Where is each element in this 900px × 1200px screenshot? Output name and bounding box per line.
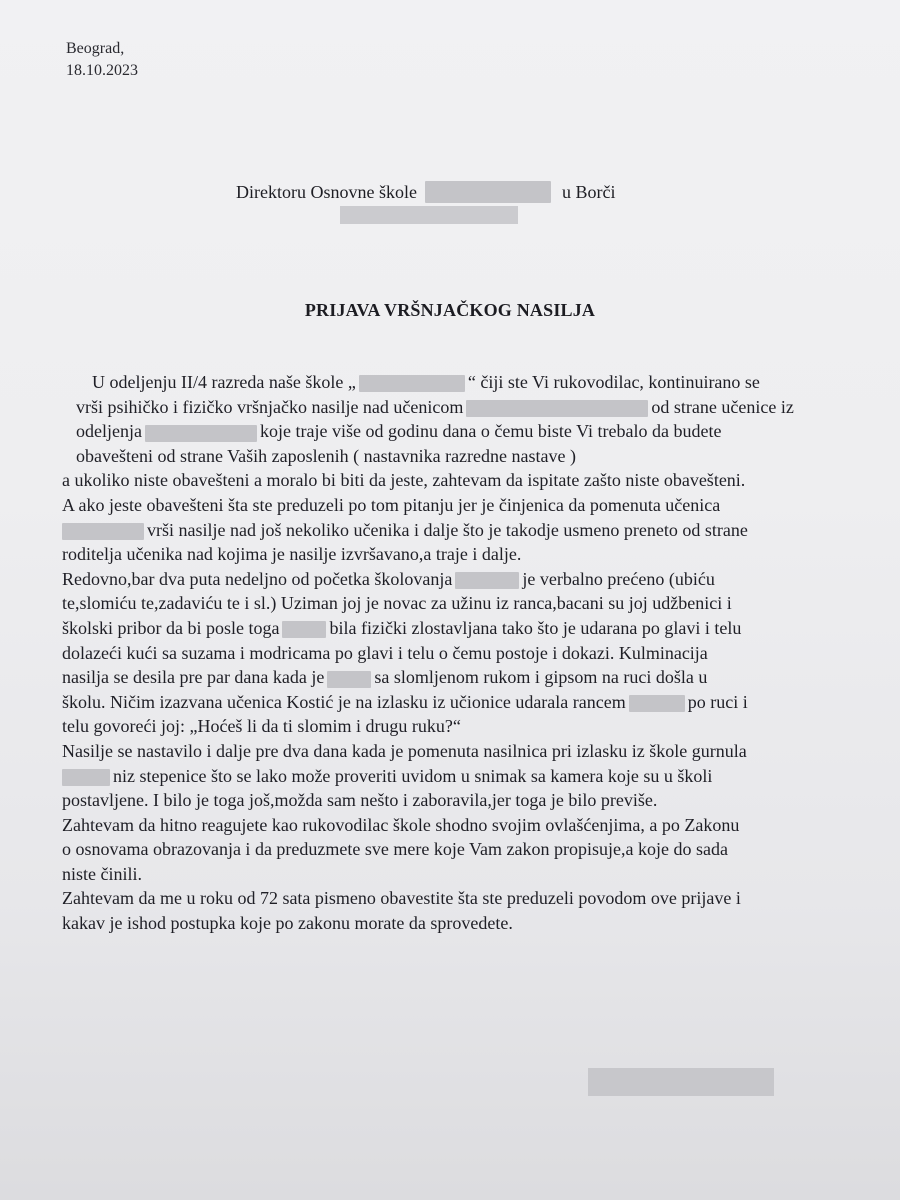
body-line: te,slomiću te,zadaviću te i sl.) Uziman joj je novac za užinu iz ranca,bacani su joj udžbenici i (62, 593, 732, 614)
body-line: školu. Ničim izazvana učenica Kostić je na izlasku iz učionice udarala rancem po ruci i (62, 691, 748, 712)
body-line: Zahtevam da me u roku od 72 sata pismeno obavestite šta ste preduzeli povodom ove prijave i (62, 888, 741, 909)
redacted-school-name (425, 181, 551, 203)
redacted-signature (588, 1068, 774, 1096)
body-line: Redovno,bar dva puta nedeljno od početka školovanja je verbalno prećeno (ubiću (62, 568, 715, 589)
body-line: niste činili. (62, 863, 142, 884)
body-line: školski pribor da bi posle toga bila fizički zlostavljana tako što je udarana po glavi i telu (62, 617, 742, 638)
body-line: Zahtevam da hitno reagujete kao rukovodilac škole shodno svojim ovlašćenjima, a po Zakonu (62, 814, 740, 835)
body-line: dolazeći kući sa suzama i modricama po glavi i telu o čemu postoje i dokazi. Kulminacija (62, 642, 708, 663)
body-line: Nasilje se nastavilo i dalje pre dva dana kada je pomenuta nasilnica pri izlasku iz škole gurnula (62, 740, 747, 761)
body-line: o osnovama obrazovanja i da preduzmete sve mere koje Vam zakon propisuje,a koje do sada (62, 839, 728, 860)
addressee-prefix: Direktoru Osnovne škole (236, 181, 417, 202)
body-line: postavljene. I bilo je toga još,možda sam nešto i zaboravila,jer toga je bilo previše. (62, 790, 658, 811)
body-line: vrši psihičko i fizičko vršnjačko nasilje nad učenicom od strane učenice iz (76, 396, 794, 417)
redacted-name (327, 671, 371, 688)
body-line: niz stepenice što se lako može proveriti uvidom u snimak sa kamera koje su u školi (62, 764, 874, 789)
body-line: odeljenja koje traje više od godinu dana o čemu biste Vi trebalo da budete (76, 421, 722, 442)
body-line: vrši nasilje nad još nekoliko učenika i dalje što je takodje usmeno preneto od strane (62, 518, 874, 543)
letter-body (62, 370, 874, 936)
date: 18.10.2023 (66, 62, 138, 79)
redacted-class (145, 425, 257, 442)
redacted-name (62, 523, 144, 540)
redacted-name (455, 572, 519, 589)
body-line: telu govoreći joj: „Hoćeš li da ti slomim i drugu ruku?“ (62, 716, 461, 737)
redacted-address-line (340, 206, 518, 224)
body-line: obavešteni od strane Vaših zaposlenih ( nastavnika razredne nastave ) (76, 445, 576, 466)
redacted-school-name (359, 375, 465, 392)
body-line: kakav je ishod postupka koje po zakonu morate da sprovedete. (62, 913, 513, 934)
body-line: a ukoliko niste obavešteni a moralo bi biti da jeste, zahtevam da ispitate zašto niste obavešteni. (62, 470, 746, 491)
body-line: A ako jeste obavešteni šta ste preduzeli po tom pitanju jer je činjenica da pomenuta učenica (62, 494, 721, 515)
body-line: roditelja učenika nad kojima je nasilje izvršavano,a traje i dalje. (62, 544, 522, 565)
redacted-victim-name (466, 400, 648, 417)
place-date-block (66, 38, 138, 82)
addressee-line (236, 178, 615, 204)
addressee-suffix: u Borči (561, 181, 616, 202)
body-line: U odeljenju II/4 razreda naše škole „ “ čiji ste Vi rukovodilac, kontinuirano se (92, 372, 760, 392)
redacted-name (62, 769, 110, 786)
redacted-name (282, 621, 326, 638)
redacted-name (629, 695, 685, 712)
body-line: nasilja se desila pre par dana kada je sa slomljenom rukom i gipsom na ruci došla u (62, 667, 708, 688)
document-title: PRIJAVA VRŠNJAČKOG NASILJA (304, 300, 596, 320)
place: Beograd, (66, 40, 125, 57)
